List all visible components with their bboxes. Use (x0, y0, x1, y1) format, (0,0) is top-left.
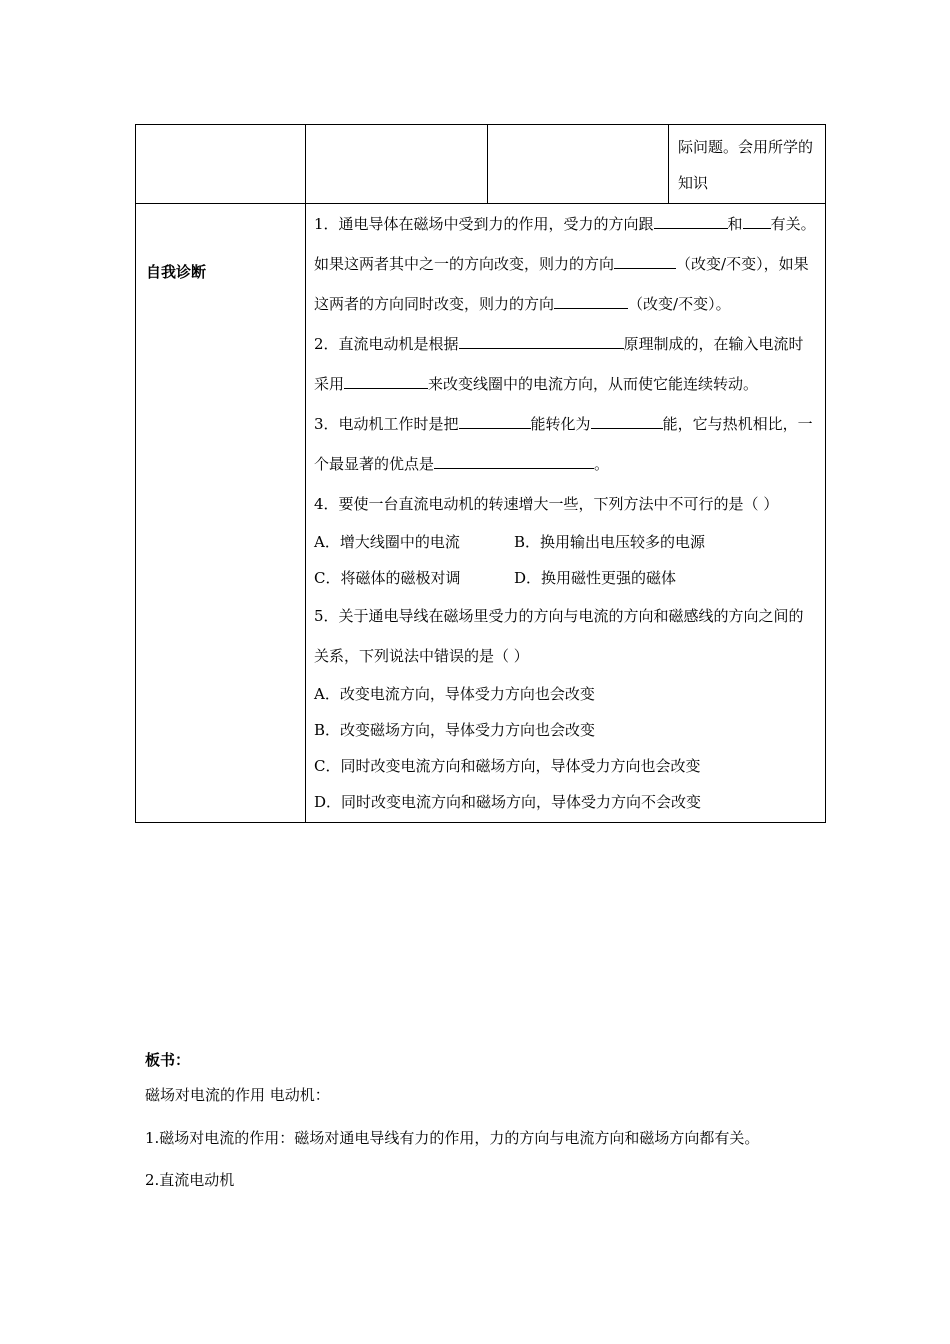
answer-blank (743, 214, 771, 229)
answer-blank (434, 454, 594, 469)
option-a: A．增大线圈中的电流 (314, 533, 460, 551)
option-b: B．改变磁场方向，导体受力方向也会改变 (314, 721, 596, 739)
answer-blank (591, 414, 663, 429)
question-2 (314, 324, 817, 404)
objective-text: 际问题。会用所学的知识 (678, 138, 814, 192)
question-1 (314, 204, 817, 324)
answer-blank (654, 214, 728, 229)
table-cell-label (136, 204, 306, 823)
answer-blank (344, 374, 428, 389)
question-3-text-b: 能转化为 (530, 415, 591, 433)
answer-blank (459, 414, 531, 429)
table-cell-questions (306, 204, 826, 823)
table-cell-empty (306, 125, 488, 204)
option-d: D．同时改变电流方向和磁场方向，导体受力方向不会改变 (314, 793, 702, 811)
option-b: B．换用输出电压较多的电源 (514, 533, 706, 551)
option-c: C．将磁体的磁极对调 (314, 569, 461, 587)
question-1-text-c: 有关。如果这两者其中之一的方向改变，则力的方向 (314, 215, 816, 273)
table-cell-empty (136, 125, 306, 204)
question-3-text-a: 3．电动机工作时是把 (314, 415, 459, 433)
question-4-options-ab (314, 524, 817, 560)
board-item-2: 2.直流电动机 (145, 1171, 235, 1189)
board-subtitle: 磁场对电流的作用 电动机： (145, 1086, 330, 1104)
table-cell-objective (669, 125, 826, 204)
table-cell-empty (488, 125, 669, 204)
answer-blank (459, 334, 624, 349)
question-1-text-a: 1．通电导体在磁场中受到力的作用，受力的方向跟 (314, 215, 654, 233)
question-1-text-b: 和 (727, 215, 743, 233)
question-4-stem: 4．要使一台直流电动机的转速增大一些，下列方法中不可行的是（ ） (314, 495, 779, 513)
board-item-1: 1.磁场对电流的作用：磁场对通电导线有力的作用，力的方向与电流方向和磁场方向都有关。 (145, 1129, 760, 1147)
option-c: C．同时改变电流方向和磁场方向，导体受力方向也会改变 (314, 757, 701, 775)
answer-blank (614, 254, 676, 269)
table-row-continuation (136, 125, 826, 204)
question-5-stem: 5．关于通电导线在磁场里受力的方向与电流的方向和磁感线的方向之间的关系，下列说法中错误的是（ ） (314, 607, 804, 665)
question-4-options-cd (314, 560, 817, 596)
question-3-text-c: 能，它与热机相比，一个最显著的优点是 (314, 415, 813, 473)
lesson-table (135, 124, 826, 823)
question-2-text-c: 来改变线圈中的电流方向，从而使它能连续转动。 (428, 375, 759, 393)
question-2-text-b: 原理制成的，在输入电流时采用 (314, 335, 804, 393)
question-1-text-d: （改变/不变），如果这两者的方向同时改变，则力的方向 (314, 255, 809, 313)
blackboard-notes (145, 1050, 825, 1200)
question-1-text-e: （改变/不变）。 (628, 295, 731, 313)
board-title: 板书： (145, 1051, 191, 1069)
option-d: D．换用磁性更强的磁体 (514, 569, 677, 587)
questions-content (306, 204, 825, 822)
option-a: A．改变电流方向，导体受力方向也会改变 (314, 685, 595, 703)
question-3 (314, 404, 817, 484)
question-2-text-a: 2．直流电动机是根据 (314, 335, 459, 353)
question-3-text-d: 。 (594, 455, 610, 473)
answer-blank (554, 294, 628, 309)
table-row-self-diagnosis (136, 204, 826, 823)
self-diagnosis-label: 自我诊断 (146, 263, 207, 281)
